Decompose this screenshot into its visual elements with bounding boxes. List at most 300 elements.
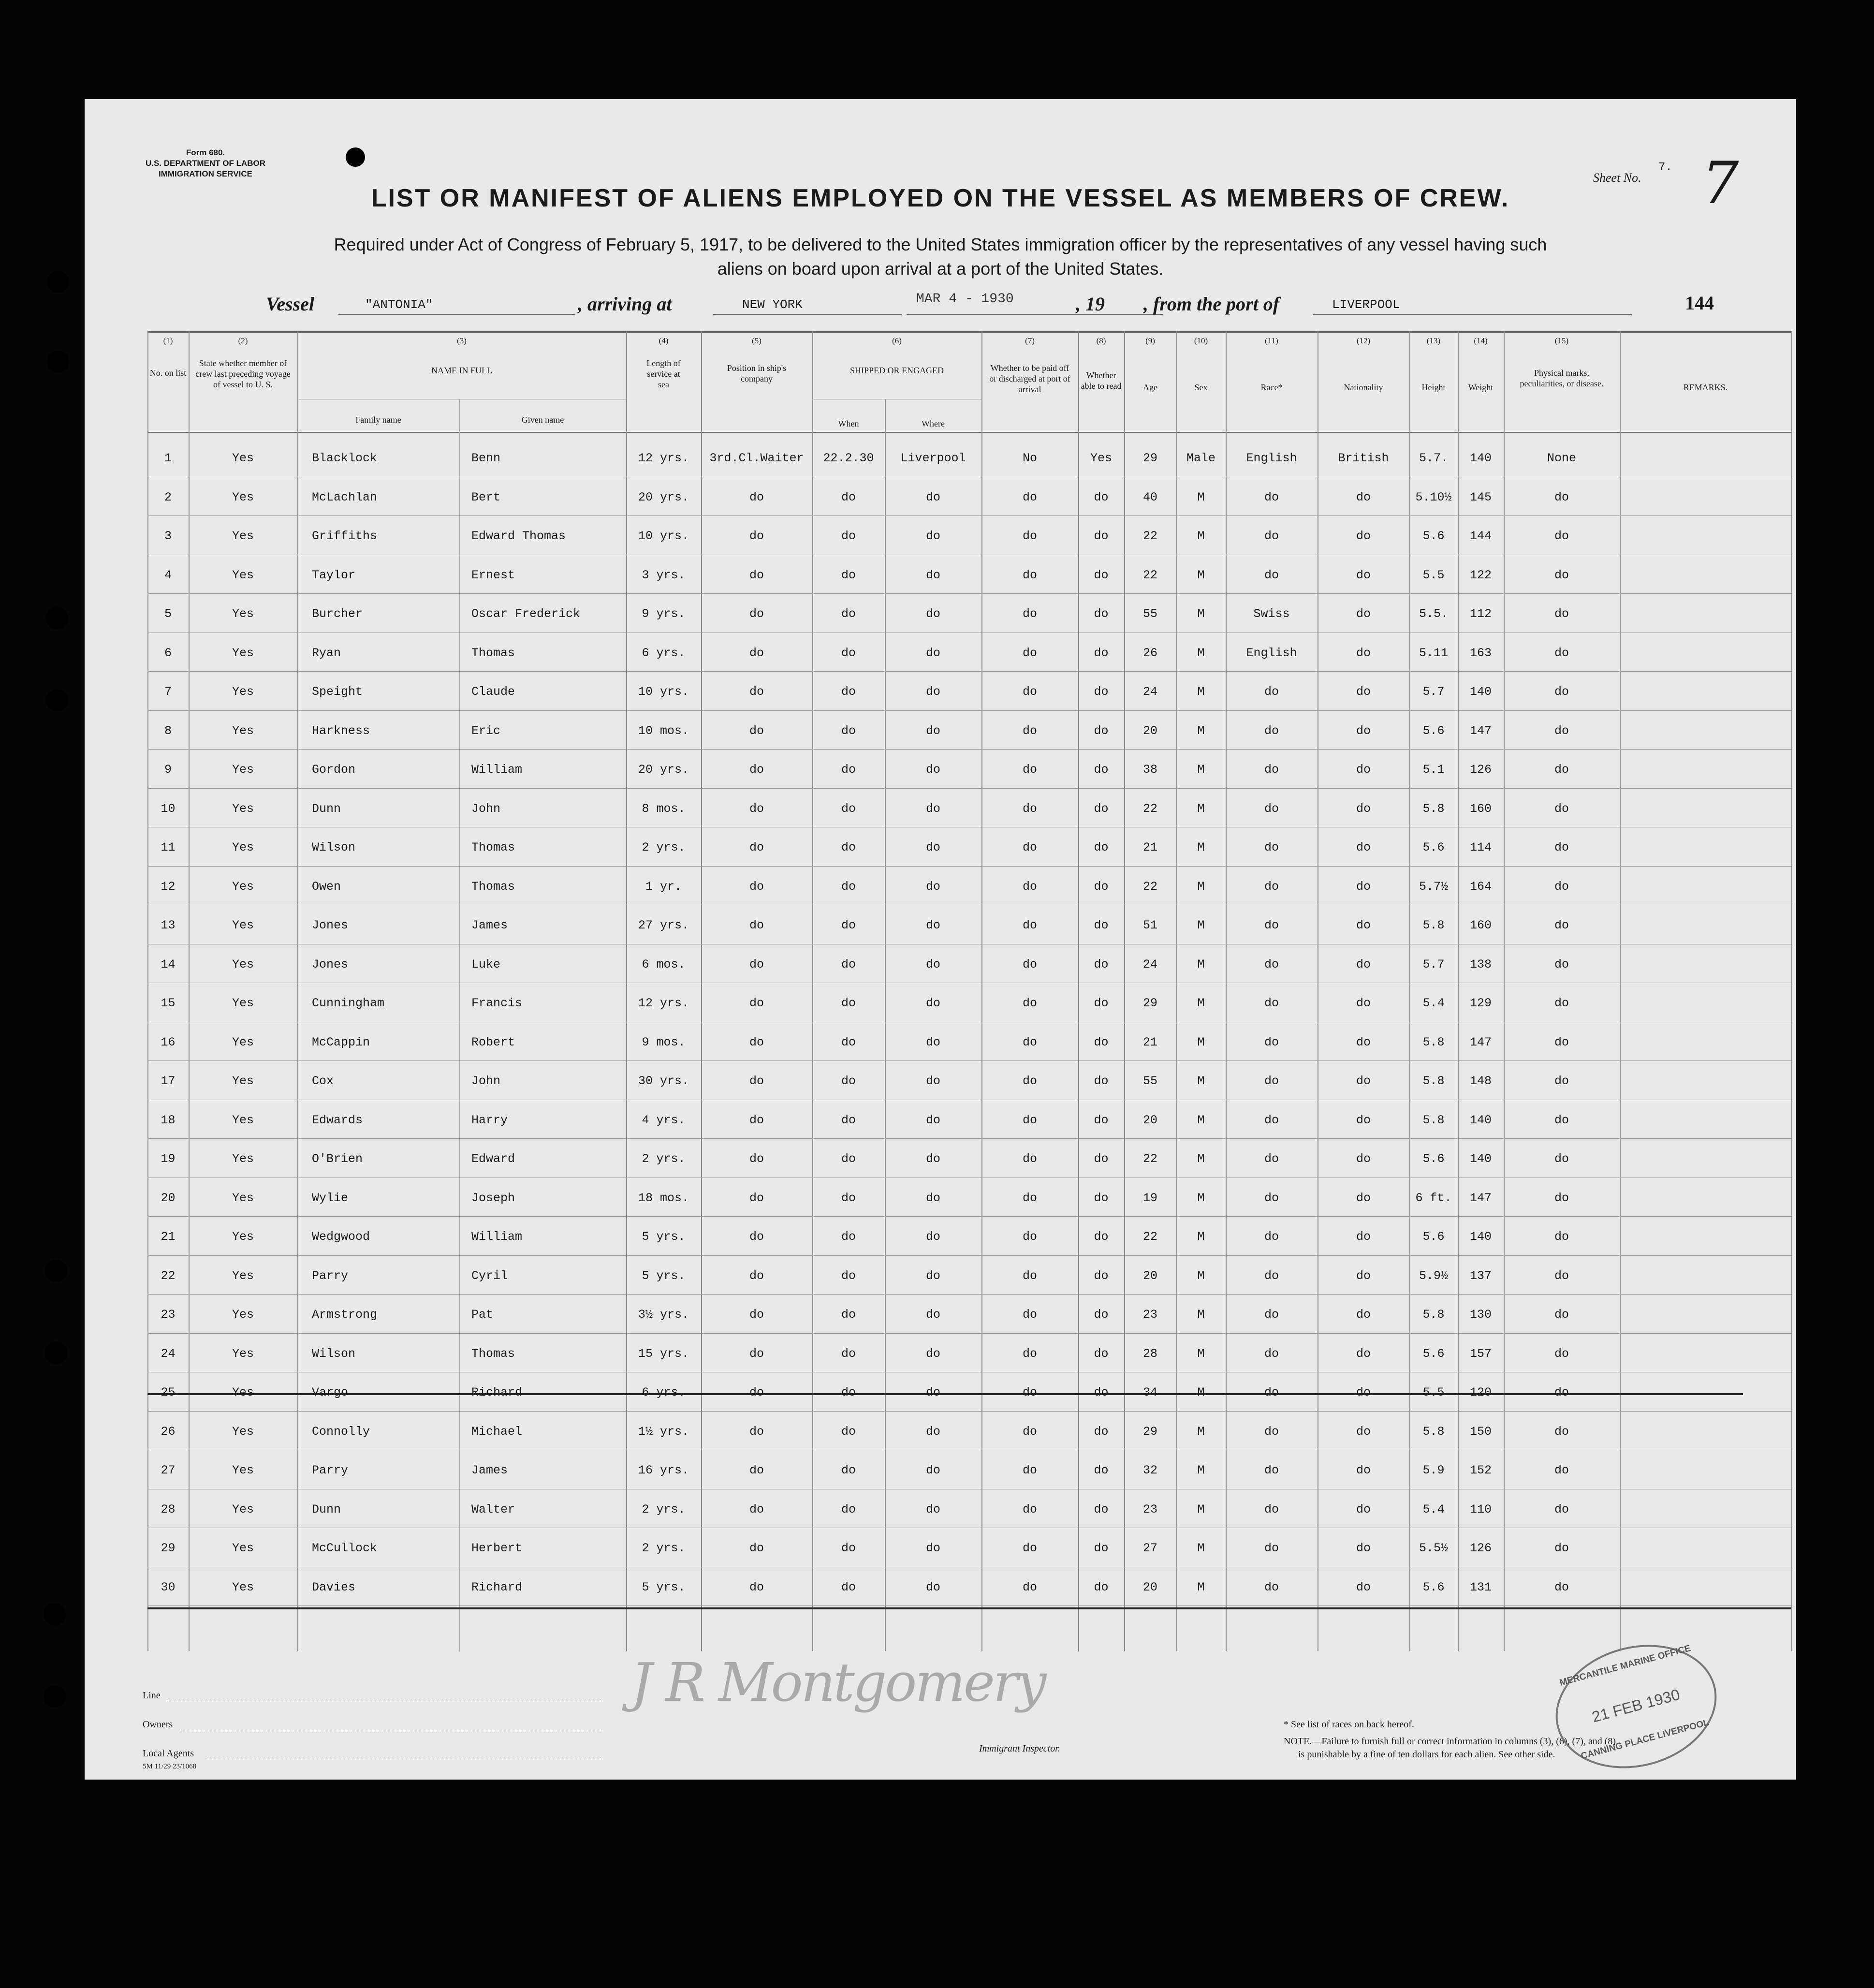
cell-race: do: [1264, 1580, 1279, 1594]
cell-paid: do: [1022, 1035, 1037, 1049]
cell-nationality: do: [1356, 1308, 1371, 1322]
table-top-border: [147, 331, 1791, 333]
cell-nationality: do: [1356, 646, 1371, 660]
cell-race: do: [1264, 918, 1279, 932]
cell-nationality: do: [1356, 490, 1371, 504]
cell-age: 26: [1142, 646, 1157, 660]
cell-race: do: [1264, 1308, 1279, 1322]
cell-marks: do: [1554, 568, 1569, 582]
remarks-header: REMARKS.: [1683, 383, 1728, 392]
cell-height: 6 ft.: [1415, 1191, 1452, 1205]
cell-height: 5.9: [1422, 1463, 1445, 1477]
cell-height: 5.6: [1422, 1346, 1445, 1361]
cell-read: do: [1094, 1230, 1109, 1244]
cell-paid: do: [1022, 723, 1037, 738]
cell-given: Luke: [471, 957, 501, 972]
cell-nationality: do: [1356, 957, 1371, 972]
cell-position: do: [749, 918, 764, 932]
cell-prev: Yes: [232, 1074, 254, 1088]
cell-weight: 129: [1469, 996, 1492, 1010]
cell-race: do: [1264, 1346, 1279, 1361]
cell-position: do: [749, 1113, 764, 1127]
cell-read: do: [1094, 840, 1109, 854]
cell-age: 20: [1142, 1113, 1157, 1127]
cell-position: do: [749, 1424, 764, 1439]
cell-when: do: [841, 490, 856, 504]
cell-height: 5.6: [1422, 1152, 1445, 1166]
cell-prev: Yes: [232, 1308, 254, 1322]
cell-prev: Yes: [232, 451, 254, 465]
cell-age: 20: [1142, 1580, 1157, 1594]
list-end-rule: [147, 1607, 1791, 1609]
cell-sex: M: [1197, 723, 1205, 738]
cell-race: do: [1264, 1074, 1279, 1088]
cell-when: do: [841, 1152, 856, 1166]
cell-given: Ernest: [471, 568, 515, 582]
cell-marks: do: [1554, 1541, 1569, 1555]
cell-where: do: [925, 1268, 940, 1283]
cell-weight: 157: [1469, 1346, 1492, 1361]
cell-given: John: [471, 801, 501, 816]
cell-sex: M: [1197, 646, 1205, 660]
cell-when: do: [841, 1541, 856, 1555]
col-14-header: Weight: [1468, 383, 1493, 392]
cell-paid: do: [1022, 1113, 1037, 1127]
cell-where: do: [925, 1541, 940, 1555]
cell-given: John: [471, 1074, 501, 1088]
cell-read: do: [1094, 1580, 1109, 1594]
cell-race: do: [1264, 685, 1279, 699]
cell-read: do: [1094, 723, 1109, 738]
cell-when: do: [841, 607, 856, 621]
cell-no: 26: [161, 1424, 176, 1439]
cell-weight: 126: [1469, 1541, 1492, 1555]
cell-service: 20 yrs.: [638, 763, 689, 777]
cell-position: do: [749, 1580, 764, 1594]
department-label: U.S. DEPARTMENT OF LABOR: [145, 159, 266, 168]
cell-where: do: [925, 1424, 940, 1439]
cell-weight: 110: [1469, 1502, 1492, 1517]
cell-sex: M: [1197, 1502, 1205, 1517]
cell-nationality: do: [1356, 568, 1371, 582]
cell-when: do: [841, 801, 856, 816]
cell-height: 5.9½: [1419, 1268, 1448, 1283]
column-divider: [1791, 331, 1792, 1651]
cell-weight: 112: [1469, 607, 1492, 621]
punch-hole: [45, 1342, 67, 1364]
cell-where: do: [925, 1502, 940, 1517]
cell-prev: Yes: [232, 685, 254, 699]
cell-race: do: [1264, 1268, 1279, 1283]
cell-sex: M: [1197, 1541, 1205, 1555]
cell-service: 2 yrs.: [642, 1541, 686, 1555]
cell-prev: Yes: [232, 957, 254, 972]
cell-where: do: [925, 490, 940, 504]
cell-nationality: do: [1356, 1502, 1371, 1517]
manifest-sheet: [85, 99, 1796, 1780]
cell-no: 27: [161, 1463, 176, 1477]
cell-read: do: [1094, 685, 1109, 699]
cell-read: do: [1094, 1074, 1109, 1088]
cell-no: 12: [161, 879, 176, 894]
cell-age: 21: [1142, 840, 1157, 854]
cell-no: 17: [161, 1074, 176, 1088]
cell-age: 32: [1142, 1463, 1157, 1477]
cell-where: do: [925, 763, 940, 777]
cell-read: do: [1094, 996, 1109, 1010]
service-label: IMMIGRATION SERVICE: [159, 169, 252, 178]
cell-age: 22: [1142, 879, 1157, 894]
cell-read: do: [1094, 801, 1109, 816]
cell-marks: do: [1554, 1385, 1569, 1399]
cell-no: 25: [161, 1385, 176, 1399]
cell-marks: do: [1554, 840, 1569, 854]
cell-marks: do: [1554, 529, 1569, 543]
cell-read: do: [1094, 1308, 1109, 1322]
cell-nationality: do: [1356, 1230, 1371, 1244]
cell-family: Taylor: [312, 568, 356, 582]
cell-weight: 163: [1469, 646, 1492, 660]
cell-nationality: do: [1356, 1074, 1371, 1088]
cell-service: 18 mos.: [638, 1191, 689, 1205]
cell-no: 28: [161, 1502, 176, 1517]
cell-age: 23: [1142, 1502, 1157, 1517]
cell-when: do: [841, 1346, 856, 1361]
cell-race: do: [1264, 763, 1279, 777]
cell-nationality: do: [1356, 1541, 1371, 1555]
cell-paid: do: [1022, 1385, 1037, 1399]
cell-weight: 140: [1469, 1230, 1492, 1244]
cell-position: do: [749, 607, 764, 621]
cell-prev: Yes: [232, 1385, 254, 1399]
cell-where: Liverpool: [900, 451, 966, 465]
cell-position: do: [749, 1346, 764, 1361]
cell-sex: M: [1197, 1268, 1205, 1283]
cell-race: do: [1264, 1502, 1279, 1517]
cell-paid: No: [1022, 451, 1037, 465]
cell-position: 3rd.Cl.Waiter: [709, 451, 804, 465]
cell-when: do: [841, 1191, 856, 1205]
col-2-header: State whether member of crew last preceding voyage of vessel to U. S.: [195, 358, 291, 389]
cell-prev: Yes: [232, 607, 254, 621]
cell-given: Harry: [471, 1113, 508, 1127]
cell-where: do: [925, 568, 940, 582]
cell-position: do: [749, 568, 764, 582]
cell-height: 5.8: [1422, 918, 1445, 932]
cell-weight: 114: [1469, 840, 1492, 854]
cell-when: do: [841, 763, 856, 777]
cell-nationality: do: [1356, 996, 1371, 1010]
cell-family: Owen: [312, 879, 341, 894]
cell-paid: do: [1022, 1152, 1037, 1166]
cell-family: Speight: [312, 685, 363, 699]
col-3-given-header: Given name: [521, 415, 564, 425]
cell-weight: 164: [1469, 879, 1492, 894]
cell-paid: do: [1022, 763, 1037, 777]
col-6-when-header: When: [838, 419, 859, 428]
cell-paid: do: [1022, 1191, 1037, 1205]
column-divider: [297, 331, 298, 1651]
cell-where: do: [925, 957, 940, 972]
cell-given: Bert: [471, 490, 501, 504]
cell-given: William: [471, 763, 523, 777]
cell-when: do: [841, 723, 856, 738]
cell-height: 5.7: [1422, 685, 1445, 699]
cell-read: do: [1094, 1152, 1109, 1166]
cell-marks: do: [1554, 763, 1569, 777]
cell-when: do: [841, 996, 856, 1010]
cell-height: 5.8: [1422, 1035, 1445, 1049]
cell-height: 5.5: [1422, 568, 1445, 582]
cell-race: do: [1264, 1541, 1279, 1555]
punch-hole: [47, 271, 69, 293]
crew-table: [147, 331, 1791, 1651]
cell-given: Thomas: [471, 840, 515, 854]
cell-paid: do: [1022, 1268, 1037, 1283]
cell-height: 5.6: [1422, 840, 1445, 854]
cell-prev: Yes: [232, 1502, 254, 1517]
row-rule: [147, 1060, 1791, 1061]
cell-family: Jones: [312, 957, 349, 972]
stamp-top-text: MERCANTILE MARINE OFFICE: [1558, 1643, 1692, 1688]
cell-marks: do: [1554, 1152, 1569, 1166]
cell-position: do: [749, 1463, 764, 1477]
cell-weight: 160: [1469, 801, 1492, 816]
sheet-number-handwritten: 7: [1702, 150, 1739, 217]
cell-age: 38: [1142, 763, 1157, 777]
row-rule: [147, 788, 1791, 789]
cell-paid: do: [1022, 840, 1037, 854]
cell-read: do: [1094, 1424, 1109, 1439]
subtitle-line-1: Required under Act of Congress of February 5, 1917, to be delivered to the United States immigration officer by the representatives of any vessel having such: [334, 235, 1547, 254]
cell-weight: 137: [1469, 1268, 1492, 1283]
cell-age: 22: [1142, 1152, 1157, 1166]
cell-position: do: [749, 1385, 764, 1399]
punch-hole: [47, 351, 69, 373]
cell-service: 12 yrs.: [638, 451, 689, 465]
cell-weight: 147: [1469, 1191, 1492, 1205]
cell-height: 5.1: [1422, 763, 1445, 777]
cell-given: Cyril: [471, 1268, 508, 1283]
cell-weight: 126: [1469, 763, 1492, 777]
cell-no: 18: [161, 1113, 176, 1127]
cell-age: 28: [1142, 1346, 1157, 1361]
stamp-date: 21 FEB 1930: [1590, 1685, 1682, 1726]
cell-service: 6 yrs.: [642, 646, 686, 660]
cell-given: James: [471, 918, 508, 932]
col-8-number: (8): [1096, 336, 1106, 345]
cell-race: do: [1264, 1113, 1279, 1127]
cell-nationality: do: [1356, 879, 1371, 894]
cell-marks: do: [1554, 957, 1569, 972]
cell-sex: M: [1197, 996, 1205, 1010]
cell-when: do: [841, 1580, 856, 1594]
cell-nationality: do: [1356, 1035, 1371, 1049]
cell-no: 23: [161, 1308, 176, 1322]
cell-service: 16 yrs.: [638, 1463, 689, 1477]
col-6-where-header: Where: [922, 419, 945, 428]
cell-height: 5.7½: [1419, 879, 1448, 894]
cell-weight: 140: [1469, 1152, 1492, 1166]
cell-service: 5 yrs.: [642, 1230, 686, 1244]
cell-marks: do: [1554, 1308, 1569, 1322]
port-underline: [713, 314, 902, 315]
cell-given: Robert: [471, 1035, 515, 1049]
sheet-label: Sheet No.: [1593, 171, 1641, 185]
cell-weight: 152: [1469, 1463, 1492, 1477]
cell-age: 24: [1142, 685, 1157, 699]
cell-race: do: [1264, 957, 1279, 972]
cell-paid: do: [1022, 568, 1037, 582]
row-rule: [147, 1294, 1791, 1295]
cell-nationality: do: [1356, 918, 1371, 932]
cell-sex: M: [1197, 1035, 1205, 1049]
cell-position: do: [749, 490, 764, 504]
cell-service: 15 yrs.: [638, 1346, 689, 1361]
cell-service: 6 yrs.: [642, 1385, 686, 1399]
cell-position: do: [749, 529, 764, 543]
cell-where: do: [925, 685, 940, 699]
cell-service: 10 yrs.: [638, 685, 689, 699]
line-label: Line: [143, 1690, 161, 1701]
cell-sex: M: [1197, 1230, 1205, 1244]
from-port-label: , from the port of: [1143, 293, 1280, 315]
cell-read: do: [1094, 568, 1109, 582]
cell-read: do: [1094, 1385, 1109, 1399]
cell-paid: do: [1022, 957, 1037, 972]
row-rule: [147, 593, 1791, 594]
stamp-bottom-text: CANNING PLACE LIVERPOOL: [1580, 1717, 1711, 1762]
cell-service: 1 yr.: [645, 879, 682, 894]
cell-paid: do: [1022, 1346, 1037, 1361]
cell-weight: 160: [1469, 918, 1492, 932]
cell-given: Richard: [471, 1385, 523, 1399]
cell-where: do: [925, 879, 940, 894]
cell-sex: Male: [1186, 451, 1215, 465]
cell-sex: M: [1197, 763, 1205, 777]
cell-race: do: [1264, 1230, 1279, 1244]
cell-nationality: do: [1356, 607, 1371, 621]
cell-sex: M: [1197, 1074, 1205, 1088]
cell-weight: 140: [1469, 1113, 1492, 1127]
cell-family: Armstrong: [312, 1308, 378, 1322]
year-label: , 19: [1076, 293, 1105, 315]
cell-family: Parry: [312, 1463, 349, 1477]
cell-service: 30 yrs.: [638, 1074, 689, 1088]
cell-service: 2 yrs.: [642, 1152, 686, 1166]
cell-prev: Yes: [232, 1268, 254, 1283]
cell-read: do: [1094, 879, 1109, 894]
cell-position: do: [749, 646, 764, 660]
cell-race: English: [1246, 646, 1297, 660]
cell-paid: do: [1022, 1463, 1037, 1477]
cell-prev: Yes: [232, 529, 254, 543]
cell-position: do: [749, 1152, 764, 1166]
col-13-header: Height: [1421, 383, 1446, 392]
cell-marks: do: [1554, 918, 1569, 932]
cell-read: do: [1094, 957, 1109, 972]
cell-prev: Yes: [232, 801, 254, 816]
cell-where: do: [925, 1074, 940, 1088]
cell-family: Edwards: [312, 1113, 363, 1127]
cell-nationality: do: [1356, 1463, 1371, 1477]
col-9-header: Age: [1143, 383, 1157, 392]
cell-family: McLachlan: [312, 490, 378, 504]
cell-given: William: [471, 1230, 523, 1244]
cell-paid: do: [1022, 918, 1037, 932]
cell-prev: Yes: [232, 840, 254, 854]
cell-where: do: [925, 1580, 940, 1594]
cell-marks: do: [1554, 1580, 1569, 1594]
cell-where: do: [925, 1152, 940, 1166]
cell-weight: 138: [1469, 957, 1492, 972]
cell-paid: do: [1022, 1541, 1037, 1555]
cell-age: 34: [1142, 1385, 1157, 1399]
sheet-number: 7.: [1658, 161, 1672, 174]
cell-race: do: [1264, 490, 1279, 504]
cell-prev: Yes: [232, 1035, 254, 1049]
col-9-number: (9): [1145, 336, 1155, 345]
cell-family: O'Brien: [312, 1152, 363, 1166]
cell-height: 5.6: [1422, 529, 1445, 543]
inspector-label: Immigrant Inspector.: [979, 1743, 1060, 1754]
col-2-number: (2): [238, 336, 248, 345]
cell-weight: 150: [1469, 1424, 1492, 1439]
cell-height: 5.8: [1422, 1113, 1445, 1127]
cell-race: do: [1264, 1191, 1279, 1205]
cell-read: do: [1094, 490, 1109, 504]
cell-nationality: do: [1356, 1385, 1371, 1399]
races-note: * See list of races on back hereof.: [1284, 1719, 1414, 1730]
cell-when: 22.2.30: [823, 451, 874, 465]
cell-where: do: [925, 918, 940, 932]
cell-sex: M: [1197, 957, 1205, 972]
cell-paid: do: [1022, 646, 1037, 660]
cell-given: Oscar Frederick: [471, 607, 581, 621]
cell-no: 10: [161, 801, 176, 816]
cell-service: 2 yrs.: [642, 840, 686, 854]
cell-when: do: [841, 1502, 856, 1517]
cell-marks: None: [1547, 451, 1576, 465]
cell-height: 5.5.: [1419, 607, 1448, 621]
cell-age: 22: [1142, 801, 1157, 816]
cell-prev: Yes: [232, 879, 254, 894]
cell-nationality: do: [1356, 1346, 1371, 1361]
cell-where: do: [925, 996, 940, 1010]
col-3-number: (3): [457, 336, 467, 345]
cell-where: do: [925, 607, 940, 621]
row-rule: [147, 710, 1791, 711]
cell-nationality: do: [1356, 801, 1371, 816]
penalty-note-line-1: NOTE.—Failure to furnish full or correct information in columns (3), (6), (7), and (8): [1284, 1736, 1616, 1747]
cell-given: Eric: [471, 723, 501, 738]
cell-service: 20 yrs.: [638, 490, 689, 504]
cell-no: 16: [161, 1035, 176, 1049]
cell-marks: do: [1554, 1074, 1569, 1088]
cell-paid: do: [1022, 529, 1037, 543]
cell-position: do: [749, 685, 764, 699]
col-13-number: (13): [1426, 336, 1441, 345]
cell-sex: M: [1197, 529, 1205, 543]
cell-position: do: [749, 996, 764, 1010]
cell-when: do: [841, 685, 856, 699]
cell-position: do: [749, 801, 764, 816]
cell-when: do: [841, 1308, 856, 1322]
cell-paid: do: [1022, 1308, 1037, 1322]
row-rule: [147, 749, 1791, 750]
cell-sex: M: [1197, 1308, 1205, 1322]
cell-height: 5.7: [1422, 957, 1445, 972]
